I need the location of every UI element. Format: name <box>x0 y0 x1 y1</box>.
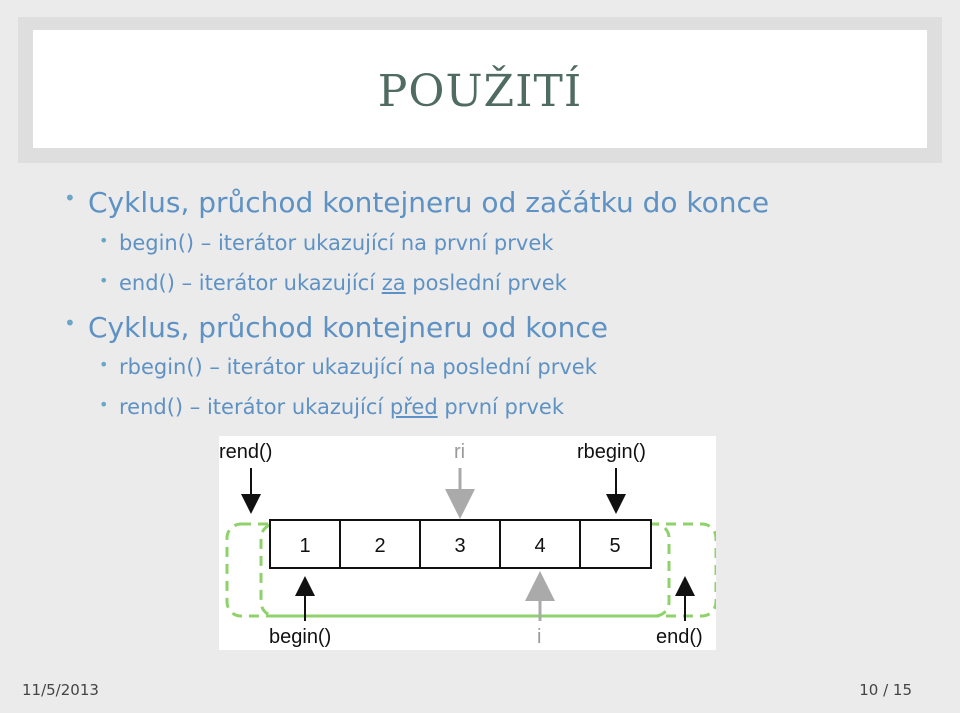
bullet-begin <box>99 231 554 255</box>
slide-title: POUŽITÍ <box>377 66 583 117</box>
cell-value: 2 <box>374 535 386 557</box>
iterator-diagram <box>219 436 716 650</box>
page-number: 10 / 15 <box>859 681 912 699</box>
bullet-dot-icon: • <box>99 395 109 414</box>
bullet-text-underlined: za <box>381 271 406 295</box>
begin-label: begin() <box>269 626 332 648</box>
bullet-text-post: poslední prvek <box>405 271 567 295</box>
bullet-dot-icon: • <box>64 186 76 210</box>
rbegin-label: rbegin() <box>577 441 646 463</box>
bullet-text-underlined: před <box>389 395 438 419</box>
bullet-text-pre: end() – iterátor ukazující <box>119 271 382 295</box>
bullet-dot-icon: • <box>99 355 109 374</box>
bullet-text: Cyklus, průchod kontejneru od konce <box>88 311 608 344</box>
cell-value: 5 <box>609 535 621 557</box>
bullet-end <box>99 271 567 295</box>
cell-value: 1 <box>299 535 311 557</box>
bullet-dot-icon: • <box>64 311 76 335</box>
bullet-text-post: první prvek <box>437 395 565 419</box>
ri-label: ri <box>454 441 466 463</box>
bullet-reverse <box>64 311 608 344</box>
bullet-text-pre: rend() – iterátor ukazující <box>119 395 390 419</box>
footer-date: 11/5/2013 <box>22 681 99 699</box>
bullet-text: begin() – iterátor ukazující na první prvek <box>119 231 554 255</box>
end-label: end() <box>656 626 703 648</box>
rend-label: rend() <box>219 441 273 463</box>
cell-value: 3 <box>454 535 466 557</box>
bullet-text: Cyklus, průchod kontejneru od začátku do konce <box>88 186 770 219</box>
i-label: i <box>537 626 542 648</box>
bullet-dot-icon: • <box>99 271 109 290</box>
bullet-forward <box>64 186 770 219</box>
bullet-rbegin <box>99 355 597 379</box>
bullet-text: rbegin() – iterátor ukazující na poslední prvek <box>119 355 597 379</box>
bullet-rend <box>99 395 565 419</box>
cell-value: 4 <box>534 535 546 557</box>
bullet-dot-icon: • <box>99 231 109 250</box>
